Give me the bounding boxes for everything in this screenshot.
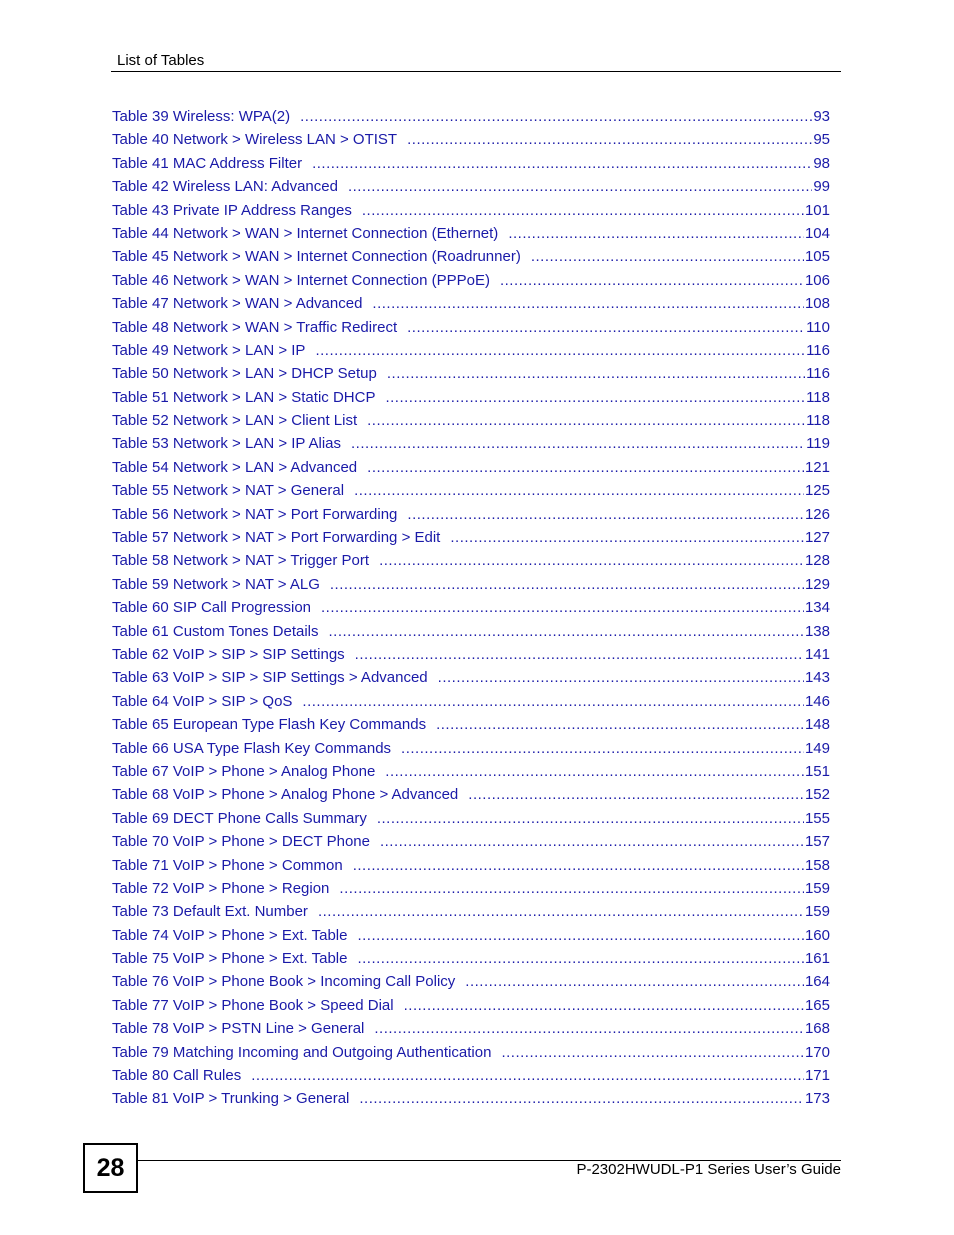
toc-entry-label: Table 47 Network > WAN > Advanced <box>112 295 363 313</box>
toc-entry-label: Table 42 Wireless LAN: Advanced <box>112 178 338 196</box>
toc-entry-link[interactable] <box>112 386 830 409</box>
dot-leader <box>312 152 812 175</box>
dot-leader <box>329 620 804 643</box>
toc-entry-link[interactable] <box>112 292 830 315</box>
toc-entry-link[interactable] <box>112 105 830 128</box>
header-title: List of Tables <box>117 52 205 69</box>
dot-leader <box>367 409 805 432</box>
toc-entry-label: Table 66 USA Type Flash Key Commands <box>112 739 392 757</box>
toc-entry-label: Table 65 European Type Flash Key Commands <box>112 716 427 734</box>
toc-entry-label: Table 80 Call Rules <box>112 1067 242 1085</box>
page-number-box <box>83 1143 138 1193</box>
header-rule <box>111 71 841 72</box>
toc-entry-label: Table 79 Matching Incoming and Outgoing Authentication <box>112 1043 492 1061</box>
toc-entry-label: Table 74 VoIP > Phone > Ext. Table <box>112 926 348 944</box>
toc-entry-link[interactable] <box>112 222 830 245</box>
toc-entry-link[interactable] <box>112 994 830 1017</box>
toc-entry-page-number: 129 <box>804 575 830 593</box>
toc-entry-link[interactable] <box>112 737 830 760</box>
toc-entry-page-number: 160 <box>804 926 830 944</box>
dot-leader <box>300 105 812 128</box>
toc-entry-link[interactable] <box>112 269 830 292</box>
dot-leader <box>251 1064 804 1087</box>
toc-entry-page-number: 95 <box>813 131 830 149</box>
toc-entry-page-number: 173 <box>804 1090 830 1108</box>
toc-entry-link[interactable] <box>112 245 830 268</box>
toc-entry-page-number: 127 <box>804 529 830 547</box>
toc-entry-page-number: 138 <box>804 622 830 640</box>
toc-entry-label: Table 46 Network > WAN > Internet Connection (PPPoE) <box>112 271 490 289</box>
dot-leader <box>438 666 804 689</box>
toc-entry-label: Table 69 DECT Phone Calls Summary <box>112 809 367 827</box>
toc-entry-page-number: 152 <box>804 786 830 804</box>
toc-entry-label: Table 50 Network > LAN > DHCP Setup <box>112 365 377 383</box>
toc-entry-label: Table 67 VoIP > Phone > Analog Phone <box>112 762 376 780</box>
toc-entry-label: Table 68 VoIP > Phone > Analog Phone > Advanced <box>112 786 459 804</box>
toc-entry-page-number: 110 <box>806 318 830 336</box>
dot-leader <box>404 994 804 1017</box>
dot-leader <box>407 128 812 151</box>
toc-entry-label: Table 64 VoIP > SIP > QoS <box>112 692 293 710</box>
page-number: 28 <box>96 1153 125 1182</box>
toc-entry-label: Table 49 Network > LAN > IP <box>112 341 306 359</box>
toc-entry-label: Table 60 SIP Call Progression <box>112 599 311 617</box>
toc-entry-link[interactable] <box>112 807 830 830</box>
toc-entry-link[interactable] <box>112 549 830 572</box>
dot-leader <box>380 830 804 853</box>
toc-entry-page-number: 161 <box>804 950 830 968</box>
toc-entry-page-number: 164 <box>804 973 830 991</box>
toc-entry-label: Table 59 Network > NAT > ALG <box>112 575 320 593</box>
toc-entry-link[interactable] <box>112 783 830 806</box>
toc-entry-label: Table 76 VoIP > Phone Book > Incoming Call Policy <box>112 973 456 991</box>
toc-entry-page-number: 171 <box>804 1067 830 1085</box>
toc-entry-label: Table 51 Network > LAN > Static DHCP <box>112 388 376 406</box>
toc-entry-link[interactable] <box>112 573 830 596</box>
dot-leader <box>372 292 804 315</box>
dot-leader <box>318 900 804 923</box>
toc-entry-link[interactable] <box>112 432 830 455</box>
toc-entry-page-number: 108 <box>804 295 830 313</box>
toc-entry-label: Table 44 Network > WAN > Internet Connection (Ethernet) <box>112 224 499 242</box>
toc-entry-page-number: 104 <box>804 224 830 242</box>
dot-leader <box>407 316 805 339</box>
toc-entry-label: Table 39 Wireless: WPA(2) <box>112 108 291 125</box>
toc-entry-label: Table 40 Network > Wireless LAN > OTIST <box>112 131 398 149</box>
dot-leader <box>385 386 805 409</box>
dot-leader <box>450 526 804 549</box>
dot-leader <box>362 199 804 222</box>
toc-entry-page-number: 170 <box>804 1043 830 1061</box>
dot-leader <box>302 690 804 713</box>
toc-entry-page-number: 146 <box>804 692 830 710</box>
dot-leader <box>359 1087 804 1110</box>
dot-leader <box>351 432 805 455</box>
footer-guide-title: P-2302HWUDL-P1 Series User’s Guide <box>576 1161 841 1178</box>
toc-entry-link[interactable] <box>112 596 830 619</box>
toc-entry-label: Table 58 Network > NAT > Trigger Port <box>112 552 370 570</box>
table-of-tables-list <box>112 105 830 1111</box>
toc-entry-link[interactable] <box>112 620 830 643</box>
dot-leader <box>377 807 804 830</box>
toc-entry-link[interactable] <box>112 526 830 549</box>
toc-entry-label: Table 41 MAC Address Filter <box>112 154 303 172</box>
toc-entry-link[interactable] <box>112 175 830 198</box>
toc-entry-link[interactable] <box>112 877 830 900</box>
toc-entry-label: Table 70 VoIP > Phone > DECT Phone <box>112 833 370 851</box>
toc-entry-page-number: 116 <box>806 341 830 359</box>
toc-entry-label: Table 48 Network > WAN > Traffic Redirect <box>112 318 398 336</box>
toc-entry-link[interactable] <box>112 456 830 479</box>
toc-entry-link[interactable] <box>112 643 830 666</box>
toc-entry-label: Table 54 Network > LAN > Advanced <box>112 458 358 476</box>
dot-leader <box>357 924 804 947</box>
toc-entry-link[interactable] <box>112 479 830 502</box>
toc-entry-page-number: 101 <box>804 201 830 219</box>
toc-entry-page-number: 119 <box>806 435 830 453</box>
toc-entry-link[interactable] <box>112 830 830 853</box>
toc-entry-page-number: 121 <box>804 458 830 476</box>
toc-entry-page-number: 157 <box>804 833 830 851</box>
toc-entry-label: Table 61 Custom Tones Details <box>112 622 319 640</box>
toc-entry-page-number: 105 <box>804 248 830 266</box>
toc-entry-page-number: 165 <box>804 996 830 1014</box>
toc-entry-page-number: 99 <box>813 178 830 196</box>
toc-entry-label: Table 72 VoIP > Phone > Region <box>112 879 330 897</box>
toc-entry-label: Table 62 VoIP > SIP > SIP Settings <box>112 645 345 663</box>
toc-entry-page-number: 118 <box>806 412 830 430</box>
dot-leader <box>321 596 804 619</box>
toc-entry-link[interactable] <box>112 760 830 783</box>
toc-entry-link[interactable] <box>112 947 830 970</box>
toc-entry-label: Table 73 Default Ext. Number <box>112 903 308 921</box>
toc-entry-page-number: 134 <box>804 599 830 617</box>
dot-leader <box>357 947 804 970</box>
dot-leader <box>387 362 805 385</box>
toc-entry-link[interactable] <box>112 503 830 526</box>
toc-entry-link[interactable] <box>112 152 830 175</box>
toc-entry-page-number: 106 <box>804 271 830 289</box>
toc-entry-link[interactable] <box>112 1087 830 1110</box>
toc-entry-link[interactable] <box>112 128 830 151</box>
toc-entry-page-number: 158 <box>804 856 830 874</box>
toc-entry-link[interactable] <box>112 690 830 713</box>
toc-entry-label: Table 56 Network > NAT > Port Forwarding <box>112 505 398 523</box>
toc-entry-page-number: 168 <box>804 1020 830 1038</box>
toc-entry-label: Table 52 Network > LAN > Client List <box>112 412 358 430</box>
toc-entry-link[interactable] <box>112 900 830 923</box>
toc-entry-link[interactable] <box>112 409 830 432</box>
toc-entry-page-number: 155 <box>804 809 830 827</box>
dot-leader <box>353 854 804 877</box>
dot-leader <box>501 1041 804 1064</box>
dot-leader <box>407 503 804 526</box>
dot-leader <box>379 549 804 572</box>
toc-entry-link[interactable] <box>112 666 830 689</box>
toc-entry-link[interactable] <box>112 199 830 222</box>
toc-entry-label: Table 57 Network > NAT > Port Forwarding > Edit <box>112 529 441 547</box>
toc-entry-label: Table 71 VoIP > Phone > Common <box>112 856 343 874</box>
toc-entry-link[interactable] <box>112 1041 830 1064</box>
dot-leader <box>465 970 804 993</box>
dot-leader <box>355 643 804 666</box>
toc-entry-page-number: 141 <box>804 645 830 663</box>
toc-entry-label: Table 63 VoIP > SIP > SIP Settings > Advanced <box>112 669 428 687</box>
toc-entry-link[interactable] <box>112 854 830 877</box>
toc-entry-page-number: 151 <box>804 762 830 780</box>
dot-leader <box>401 737 804 760</box>
dot-leader <box>468 783 804 806</box>
toc-entry-page-number: 143 <box>804 669 830 687</box>
dot-leader <box>330 573 804 596</box>
dot-leader <box>500 269 804 292</box>
toc-entry-label: Table 77 VoIP > Phone Book > Speed Dial <box>112 996 394 1014</box>
toc-entry-label: Table 78 VoIP > PSTN Line > General <box>112 1020 365 1038</box>
toc-entry-link[interactable] <box>112 1064 830 1087</box>
toc-entry-link[interactable] <box>112 924 830 947</box>
dot-leader <box>315 339 805 362</box>
dot-leader <box>339 877 804 900</box>
dot-leader <box>354 479 804 502</box>
toc-entry-page-number: 159 <box>804 903 830 921</box>
toc-entry-page-number: 159 <box>804 879 830 897</box>
toc-entry-page-number: 116 <box>806 365 830 383</box>
toc-entry-page-number: 98 <box>813 154 830 172</box>
toc-entry-label: Table 53 Network > LAN > IP Alias <box>112 435 342 453</box>
toc-entry-label: Table 81 VoIP > Trunking > General <box>112 1090 350 1108</box>
dot-leader <box>367 456 804 479</box>
toc-entry-label: Table 45 Network > WAN > Internet Connection (Roadrunner) <box>112 248 521 266</box>
toc-entry-link[interactable] <box>112 713 830 736</box>
dot-leader <box>531 245 804 268</box>
toc-entry-page-number: 118 <box>806 388 830 406</box>
toc-entry-page-number: 125 <box>804 482 830 500</box>
toc-entry-page-number: 149 <box>804 739 830 757</box>
toc-entry-link[interactable] <box>112 316 830 339</box>
dot-leader <box>508 222 804 245</box>
dot-leader <box>374 1017 804 1040</box>
toc-entry-link[interactable] <box>112 970 830 993</box>
toc-entry-page-number: 128 <box>804 552 830 570</box>
toc-entry-page-number: 93 <box>813 108 830 125</box>
toc-entry-page-number: 148 <box>804 716 830 734</box>
dot-leader <box>385 760 804 783</box>
toc-entry-link[interactable] <box>112 1017 830 1040</box>
dot-leader <box>436 713 804 736</box>
toc-entry-label: Table 55 Network > NAT > General <box>112 482 345 500</box>
dot-leader <box>348 175 812 198</box>
toc-entry-label: Table 75 VoIP > Phone > Ext. Table <box>112 950 348 968</box>
toc-entry-label: Table 43 Private IP Address Ranges <box>112 201 352 219</box>
toc-entry-link[interactable] <box>112 362 830 385</box>
toc-entry-link[interactable] <box>112 339 830 362</box>
toc-entry-page-number: 126 <box>804 505 830 523</box>
